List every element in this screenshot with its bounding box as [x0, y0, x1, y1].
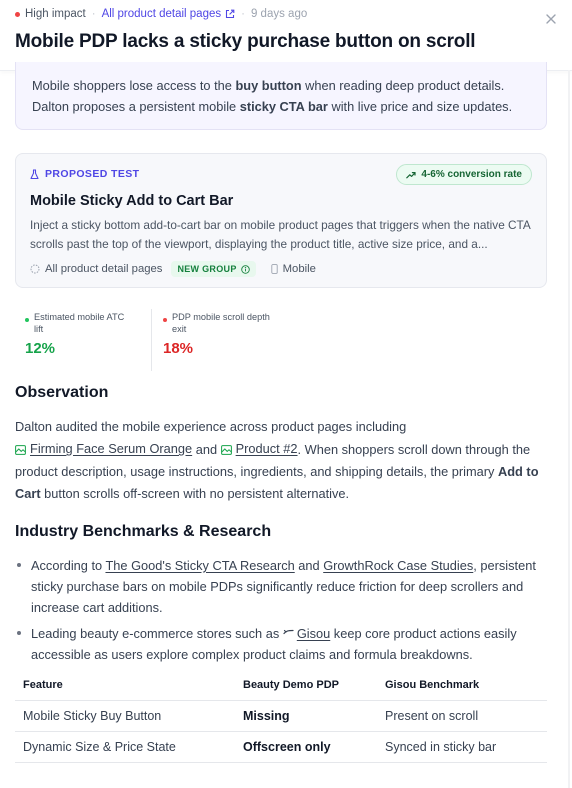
external-link-icon — [225, 9, 235, 19]
proposed-test-kicker: PROPOSED TEST — [30, 168, 139, 180]
page-title: Mobile PDP lacks a sticky purchase button on scroll — [15, 31, 476, 52]
new-group-badge: NEW GROUP — [171, 261, 255, 277]
flask-icon — [30, 169, 39, 180]
conversion-lift-badge: 4-6% conversion rate — [396, 164, 532, 185]
test-scope: All product detail pages — [45, 263, 163, 275]
research-link[interactable]: The Good's Sticky CTA Research — [105, 558, 295, 573]
table-cell: Synced in sticky bar — [377, 731, 547, 762]
benchmark-table — [15, 670, 547, 763]
scrollbar-track[interactable] — [568, 70, 570, 788]
metric-scroll-exit: PDP mobile scroll depth exit 18% — [162, 311, 292, 357]
list-item: Leading beauty e-commerce stores such as Gisou keep core product actions easily accessible as users explore complex product claims and formula breakdowns. — [15, 623, 547, 665]
target-scope-icon — [30, 264, 40, 274]
product-link[interactable]: Product #2 — [221, 438, 298, 460]
product-image-icon — [221, 445, 232, 455]
meta-separator: · — [241, 8, 245, 20]
observation-text: Dalton audited the mobile experience across product pages including Firming Face Serum Orange and Product #2 . When shoppers scroll down through the product description, usage instructions, ingredients, and shipping details, the primary Add to Cart button scrolls off-screen with no persistent alternative. — [15, 419, 539, 501]
impact-label: High impact — [25, 8, 86, 20]
column-header: Feature — [15, 670, 235, 700]
product-link[interactable]: Firming Face Serum Orange — [15, 438, 192, 460]
table-cell: Missing — [235, 700, 377, 731]
table-cell: Dynamic Size & Price State — [15, 731, 235, 762]
test-description: Inject a sticky bottom add-to-cart bar on mobile product pages that triggers when the native CTA scrolls past the top of the viewport, displaying the product title, active size price, and a... — [30, 218, 531, 251]
panel-header — [0, 0, 572, 71]
metric-dot — [25, 318, 29, 322]
trend-up-icon — [406, 171, 416, 179]
table-cell: Mobile Sticky Buy Button — [15, 700, 235, 731]
metric-value: 18% — [163, 340, 194, 357]
info-icon[interactable] — [241, 265, 250, 274]
summary-line-2: Dalton proposes a persistent mobile sticky CTA bar with live price and size updates. — [32, 99, 513, 114]
table-cell: Present on scroll — [377, 700, 547, 731]
summary-line-1: Mobile shoppers lose access to the buy button when reading deep product details. — [32, 78, 505, 93]
observation-heading: Observation — [15, 384, 109, 401]
research-list — [15, 555, 547, 670]
insight-summary — [15, 62, 547, 130]
mobile-icon — [271, 264, 278, 274]
test-meta — [30, 261, 316, 277]
table-row — [15, 700, 547, 731]
research-heading: Industry Benchmarks & Research — [15, 523, 272, 540]
metric-atc-lift: Estimated mobile ATC lift 12% — [24, 311, 142, 357]
meta-separator: · — [91, 8, 96, 20]
metric-divider — [151, 309, 152, 371]
impact-dot — [15, 12, 20, 17]
column-header: Beauty Demo PDP — [235, 670, 377, 700]
brand-logo-icon — [283, 628, 294, 636]
brand-link[interactable]: Gisou — [296, 626, 331, 641]
table-cell: Offscreen only — [235, 731, 377, 762]
product-image-icon — [15, 445, 26, 455]
list-item: According to The Good's Sticky CTA Research and GrowthRock Case Studies, persistent sticky purchase bars on mobile PDPs significantly reduce friction for deep scrollers and increase cart additions. — [15, 555, 547, 618]
table-row — [15, 731, 547, 762]
device-chip: Mobile — [271, 263, 316, 275]
scope-link-label: All product detail pages — [101, 8, 222, 20]
table-header-row — [15, 670, 547, 700]
research-link[interactable]: GrowthRock Case Studies — [323, 558, 474, 573]
proposed-test-card[interactable] — [15, 153, 547, 288]
column-header: Gisou Benchmark — [377, 670, 547, 700]
scope-link[interactable] — [102, 8, 236, 20]
metric-dot — [163, 318, 167, 322]
test-name: Mobile Sticky Add to Cart Bar — [30, 193, 234, 209]
time-ago: 9 days ago — [250, 8, 308, 20]
insight-meta — [15, 8, 307, 20]
metric-value: 12% — [25, 340, 56, 357]
close-icon[interactable] — [544, 12, 558, 26]
